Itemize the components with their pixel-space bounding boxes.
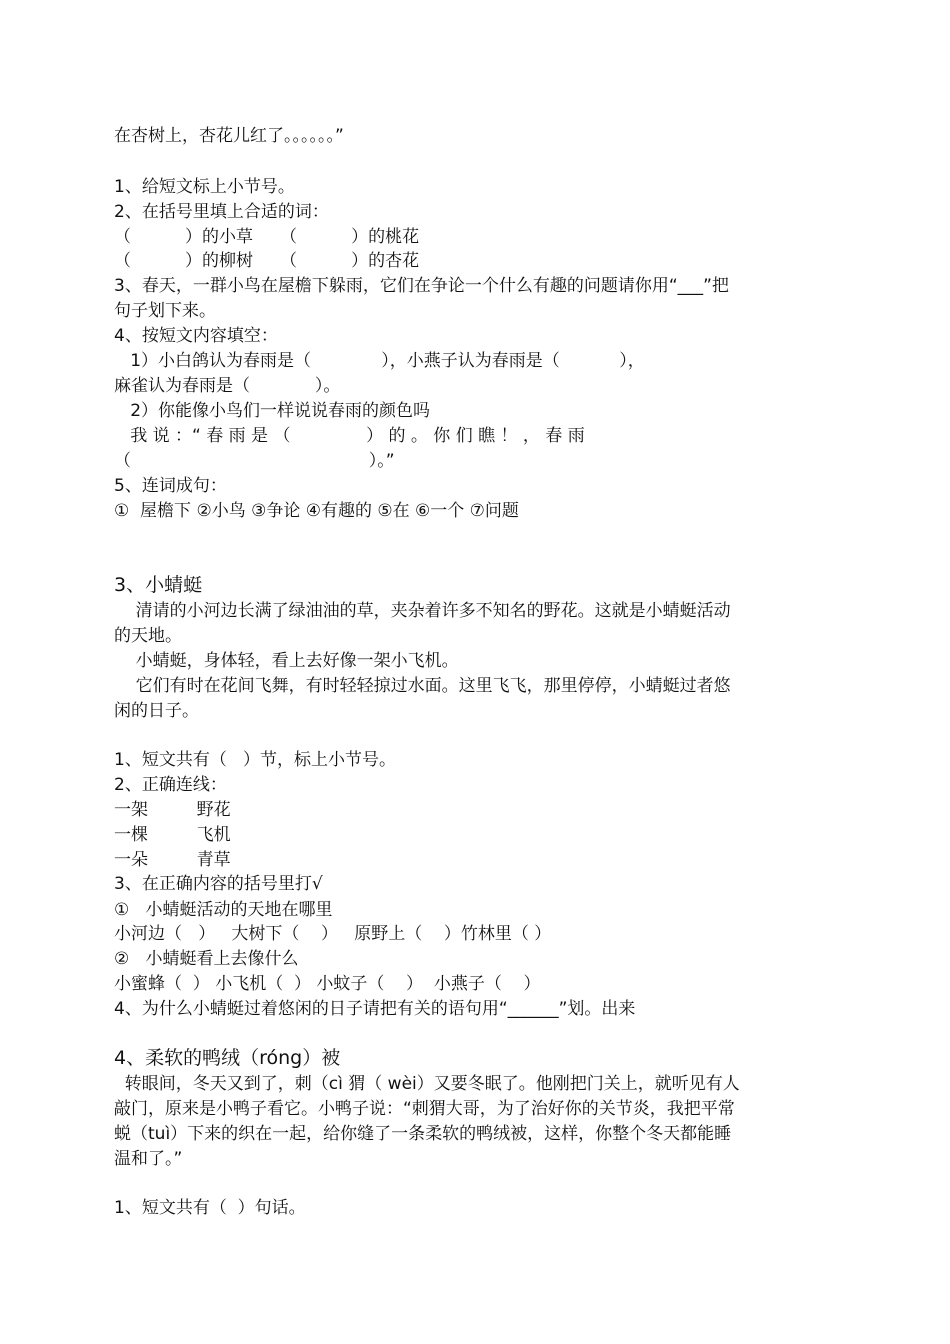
passage-line: 敲门，原来是小鸭子看它。小鸭子说：“刺猬大哥，为了治好你的关节炎，我把平常: [114, 1099, 735, 1119]
question-2: 2、正确连线：: [114, 775, 227, 795]
match-row: 一朵 青草: [114, 850, 231, 870]
question-4: 4、按短文内容填空：: [114, 326, 278, 346]
passage-line: 蜕（tuì）下来的织在一起，给你缝了一条柔软的鸭绒被，这样，你整个冬天都能睡: [114, 1124, 732, 1144]
passage-line: 温和了。”: [114, 1149, 183, 1169]
fill-blank-line: 我 说 ：“ 春 雨 是 （ ） 的 。 你 们 瞧 ！ ， 春 雨: [114, 426, 585, 446]
question-3: 3、春天，一群小鸟在屋檐下躲雨，它们在争论一个什么有趣的问题请你用“___”把: [114, 276, 729, 296]
question-4: 4、为什么小蜻蜓过着悠闲的日子请把有关的语句用“______”划。出来: [114, 999, 636, 1019]
match-row: 一棵 飞机: [114, 825, 231, 845]
question-3-cont: 句子划下来。: [114, 301, 216, 321]
passage-line: 小蜻蜓，身体轻，看上去好像一架小飞机。: [114, 651, 459, 671]
passage-line: 在杏树上，杏花儿红了。。。。。。”: [114, 126, 344, 146]
fill-blank-line: 麻雀认为春雨是（ ）。: [114, 376, 341, 396]
section-title: 3、小蜻蜓: [114, 574, 203, 596]
question-1: 1、给短文标上小节号。: [114, 177, 295, 197]
blank-row: （ ）的小草 （ ）的桃花: [114, 227, 420, 247]
passage-line: 的天地。: [114, 626, 182, 646]
section-title: 4、柔软的鸭绒（róng）被: [114, 1047, 341, 1069]
passage-line: 转眼间，冬天又到了，刺（cì 猬（ wèi）又要冬眠了。他刚把门关上，就听见有人: [114, 1074, 740, 1094]
match-row: 一架 野花: [114, 800, 231, 820]
passage-line: 它们有时在花间飞舞，有时轻轻掠过水面。这里飞飞，那里停停，小蜻蜓过者悠: [114, 676, 731, 696]
question-1: 1、短文共有（ ）句话。: [114, 1198, 306, 1218]
passage-line: 闲的日子。: [114, 701, 199, 721]
question-5: 5、连词成句：: [114, 476, 227, 496]
blank-row: （ ）的柳树 （ ）的杏花: [114, 251, 420, 271]
question-2: 2、在括号里填上合适的词：: [114, 202, 329, 222]
fill-blank-line: 2）你能像小鸟们一样说说春雨的颜色吗: [114, 401, 431, 421]
fill-blank-line: （ ）。”: [114, 451, 395, 471]
passage-line: 清请的小河边长满了绿油油的草，夹杂着许多不知名的野花。这就是小蜻蜓活动: [114, 601, 731, 621]
question-1: 1、短文共有（ ）节，标上小节号。: [114, 750, 397, 770]
word-list: ① 屋檐下 ②小鸟 ③争论 ④有趣的 ⑤在 ⑥一个 ⑦问题: [114, 501, 519, 521]
question-3: 3、在正确内容的括号里打√: [114, 874, 323, 894]
choice-row: 小蜜蜂（ ） 小飞机（ ） 小蚊子（ ） 小燕子（ ）: [114, 974, 541, 994]
sub-question: ① 小蜻蜓活动的天地在哪里: [114, 900, 333, 920]
choice-row: 小河边（ ） 大树下（ ） 原野上（ ）竹林里（ ）: [114, 924, 552, 944]
fill-blank-line: 1）小白鸽认为春雨是（ ），小燕子认为春雨是（ ），: [114, 351, 645, 371]
sub-question: ② 小蜻蜓看上去像什么: [114, 949, 299, 969]
